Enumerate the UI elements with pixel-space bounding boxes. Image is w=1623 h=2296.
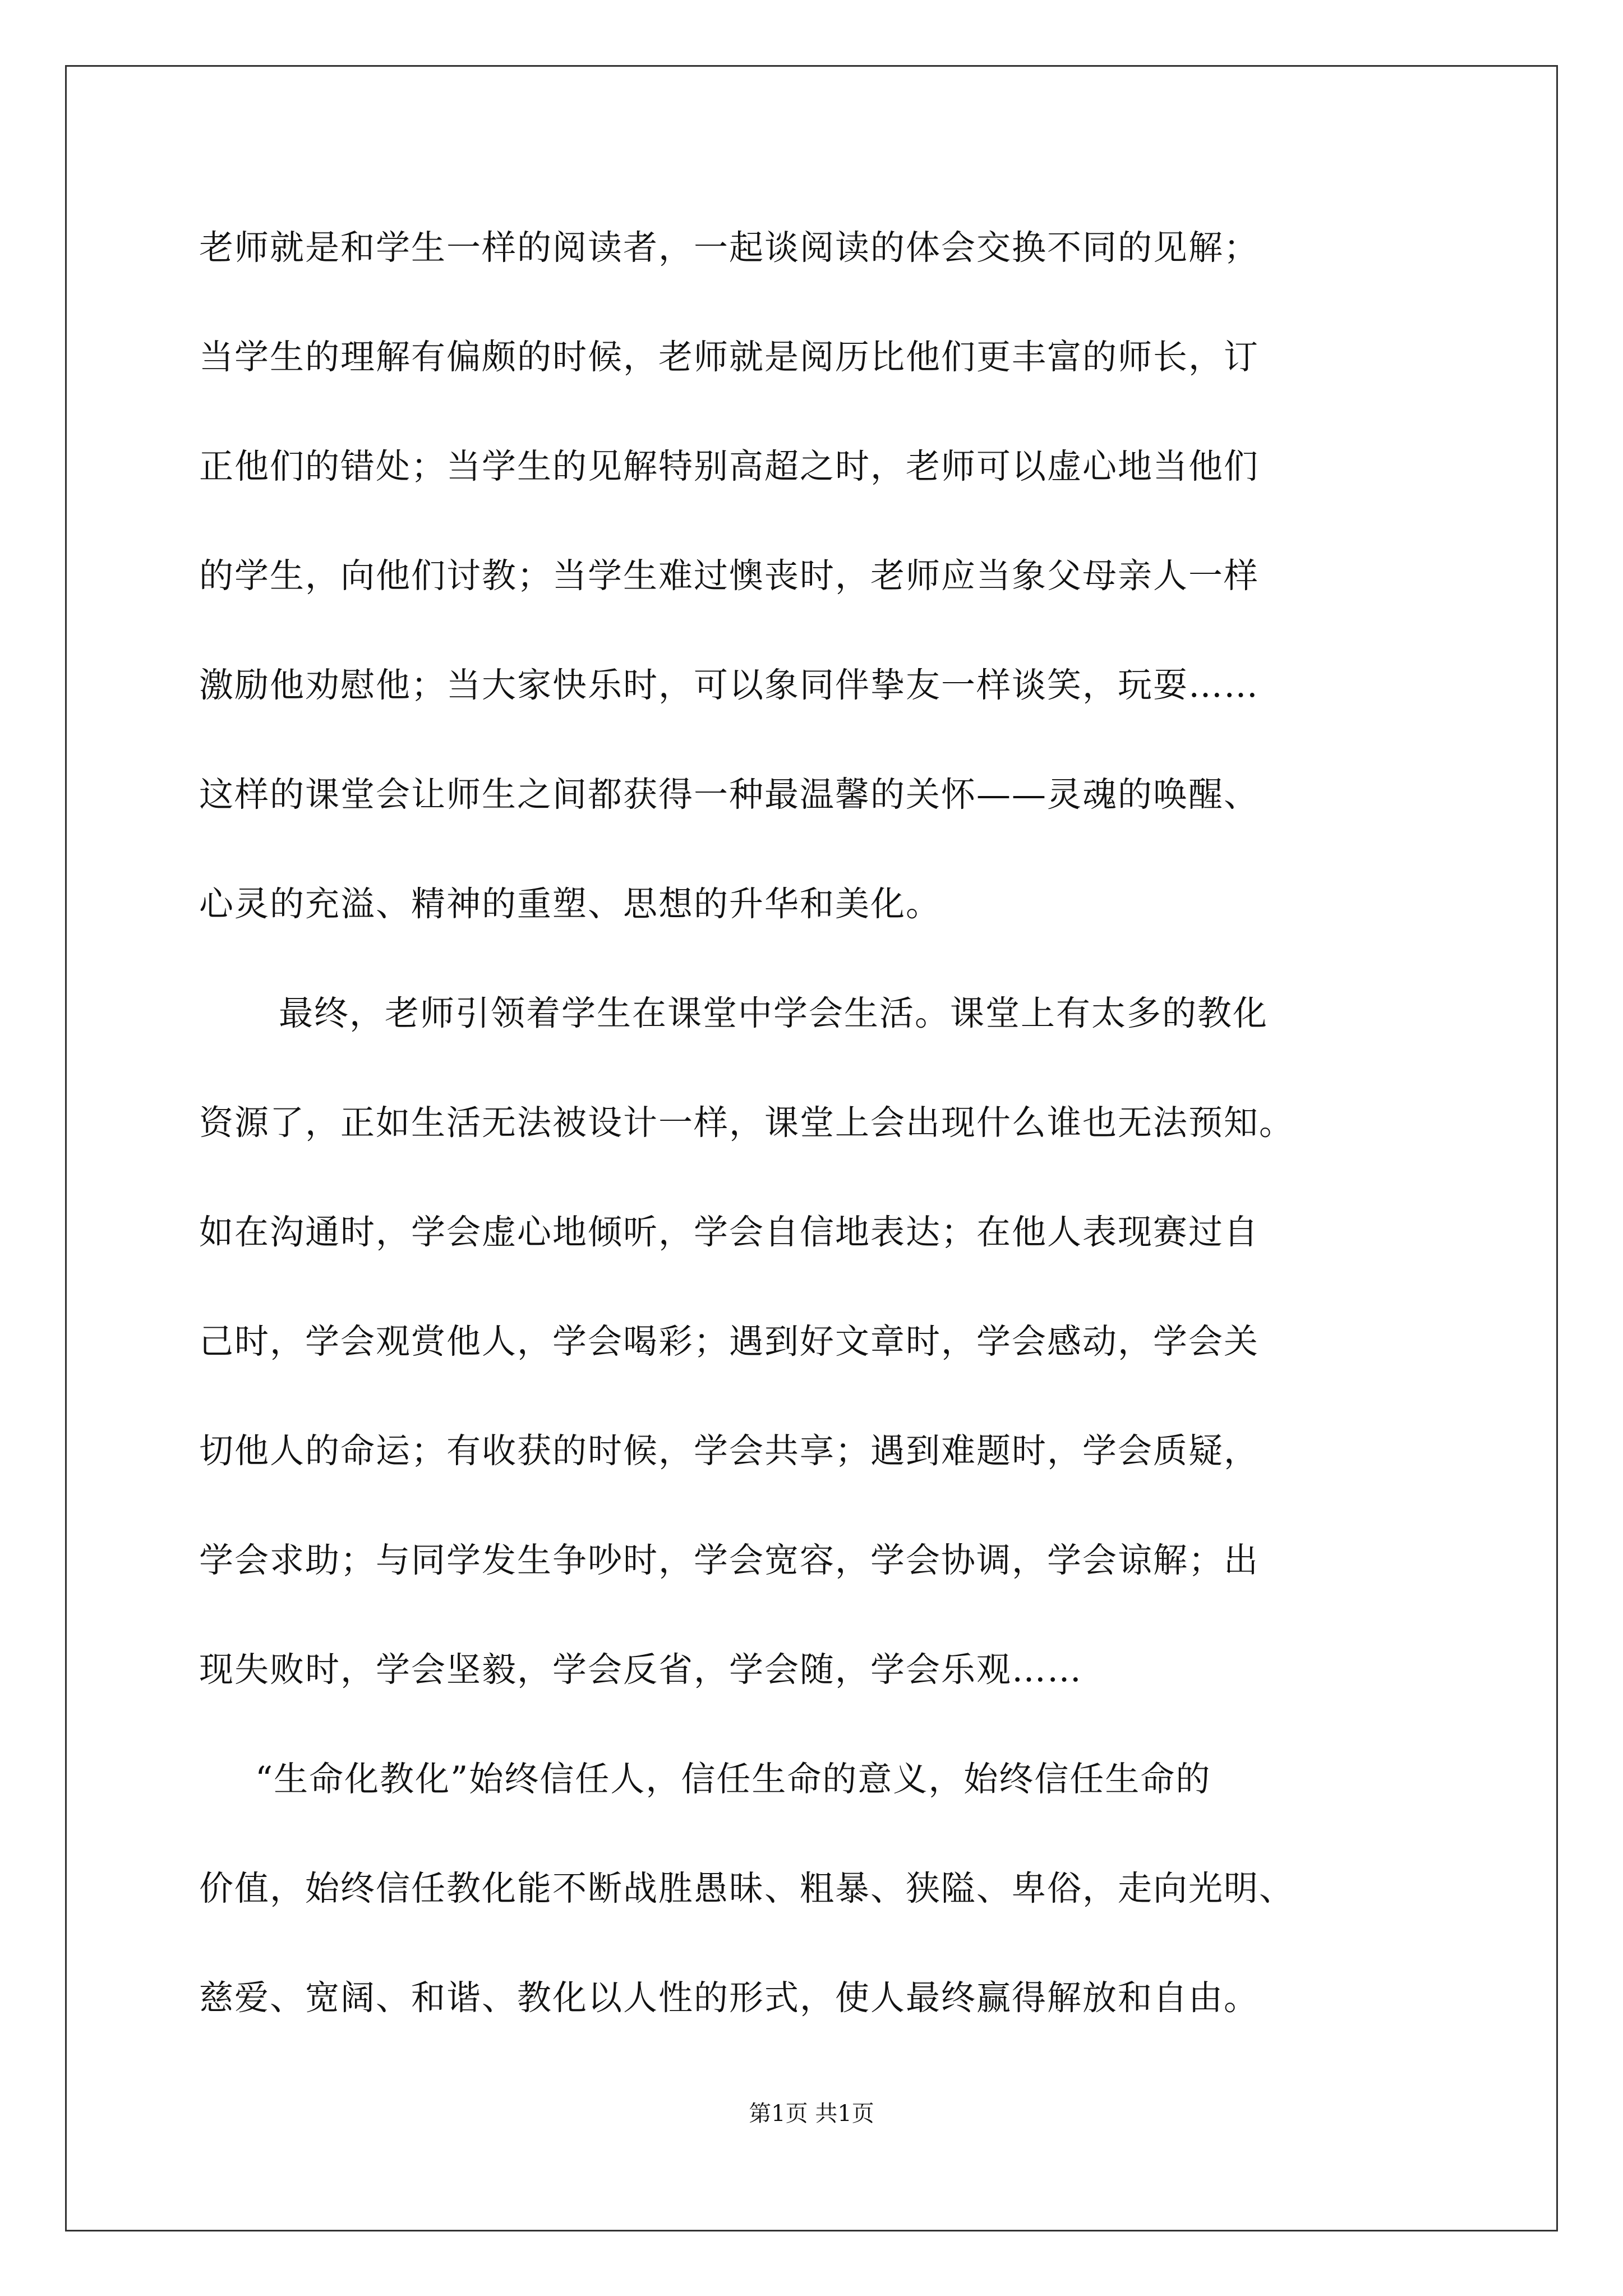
text-line: 切他人的命运；有收获的时候，学会共享；遇到难题时，学会质疑， [199, 1431, 1260, 1471]
text-line: 如在沟通时，学会虚心地倾听，学会自信地表达；在他人表现赛过自 [199, 1212, 1260, 1252]
page-footer: 第1页 共1页 [749, 2101, 874, 2127]
text-line: 正他们的错处；当学生的见解特别高超之时，老师可以虚心地当他们 [199, 447, 1260, 486]
text-line: 的学生，向他们讨教；当学生难过懊丧时，老师应当象父母亲人一样 [199, 556, 1260, 596]
paragraph-first-line: 最终，老师引领着学生在课堂中学会生活。课堂上有太多的教化 [279, 993, 1269, 1033]
text-line: 现失败时，学会坚毅，学会反省，学会随，学会乐观…… [199, 1650, 1083, 1690]
paragraph-first-line: “生命化教化”始终信任人，信任生命的意义，始终信任生命的 [255, 1759, 1211, 1799]
text-line: 老师就是和学生一样的阅读者，一起谈阅读的体会交换不同的见解； [199, 228, 1260, 268]
text-line: 资源了，正如生活无法被设计一样，课堂上会出现什么谁也无法预知。 [199, 1103, 1295, 1143]
text-line: 激励他劝慰他；当大家快乐时，可以象同伴挚友一样谈笑，玩耍…… [199, 665, 1260, 705]
text-line: 慈爱、宽阔、和谐、教化以人性的形式，使人最终赢得解放和自由。 [199, 1978, 1260, 2018]
text-line: 这样的课堂会让师生之间都获得一种最温馨的关怀——灵魂的唤醒、 [199, 775, 1260, 815]
text-line: 学会求助；与同学发生争吵时，学会宽容，学会协调，学会谅解；出 [199, 1540, 1260, 1580]
text-line: 己时，学会观赏他人，学会喝彩；遇到好文章时，学会感动，学会关 [199, 1322, 1260, 1361]
text-line: 当学生的理解有偏颇的时候，老师就是阅历比他们更丰富的师长，订 [199, 337, 1260, 377]
text-line: 心灵的充溢、精神的重塑、思想的升华和美化。 [199, 884, 942, 924]
text-line: 价值，始终信任教化能不断战胜愚昧、粗暴、狭隘、卑俗，走向光明、 [199, 1869, 1295, 1908]
